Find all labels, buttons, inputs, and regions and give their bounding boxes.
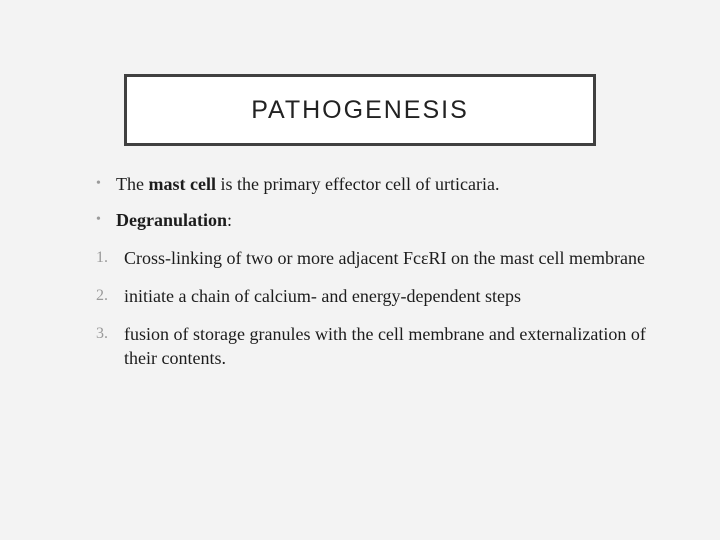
- step-text: Cross-linking of two or more adjacent FcεRI on the mast cell membrane: [124, 248, 645, 268]
- bullet-text-emphasis: Degranulation: [116, 210, 228, 230]
- bullet-text-emphasis: mast cell: [148, 174, 216, 194]
- step-number: 2.: [96, 287, 108, 304]
- bullet-item-degranulation: [96, 208, 656, 232]
- slide-content: [96, 172, 656, 384]
- title-box: [124, 74, 596, 146]
- step-text: initiate a chain of calcium- and energy-dependent steps: [124, 286, 522, 306]
- bullet-text-prefix: The: [116, 174, 149, 194]
- numbered-step-2: [96, 284, 656, 308]
- step-text: fusion of storage granules with the cell membrane and externalization of their contents.: [124, 324, 646, 368]
- bullet-text-suffix: :: [227, 210, 233, 230]
- numbered-step-3: [96, 322, 656, 370]
- bullet-text-suffix: is the primary effector cell of urticaria.: [215, 174, 500, 194]
- bullet-icon: •: [96, 176, 101, 191]
- numbered-step-1: [96, 246, 656, 270]
- bullet-icon: •: [96, 212, 101, 227]
- slide-title: PATHOGENESIS: [251, 95, 469, 124]
- step-number: 1.: [96, 249, 108, 266]
- step-number: 3.: [96, 325, 108, 342]
- bullet-item-mast-cell: [96, 172, 656, 196]
